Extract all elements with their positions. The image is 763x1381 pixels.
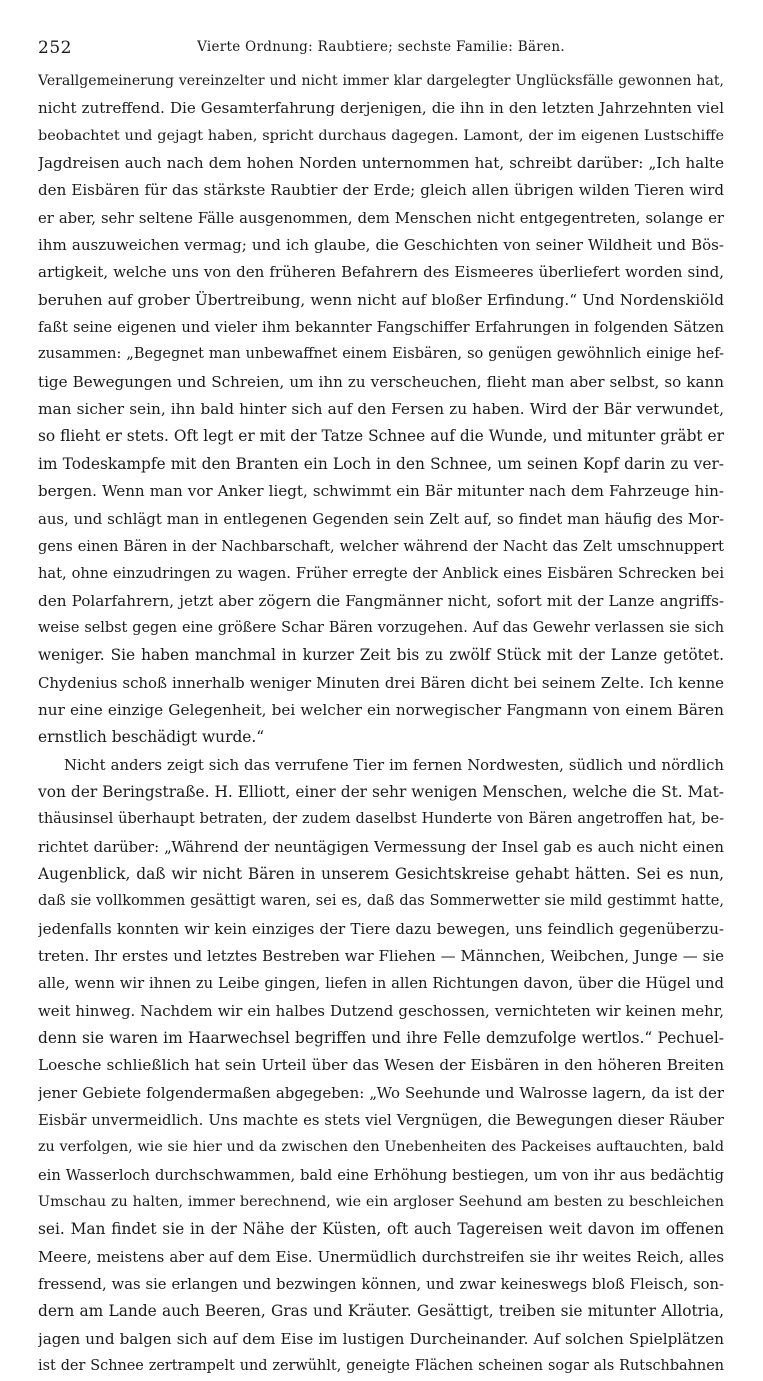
paragraph [38,68,724,752]
text-line: aus, und schlägt man in entlegenen Gegenden sein Zelt auf, so findet man häufig des Mor- [38,509,724,528]
paragraph [38,752,724,1381]
text-line: denn sie waren im Haarwechsel begriffen und ihre Felle demzufolge wertlos.“ Pechuel- [38,1029,724,1048]
text-line: im Todeskampfe mit den Branten ein Loch in den Schnee, um seinen Kopf darin zu ver- [38,454,724,473]
running-header [38,30,724,60]
text-line: zu verfolgen, wie sie hier und da zwischen den Unebenheiten des Packeises auftauchten, bald [38,1139,724,1156]
text-line: jagen und balgen sich auf dem Eise im lustigen Durcheinander. Auf solchen Spielplätzen [38,1329,724,1348]
text-line: beobachtet und gejagt haben, spricht durchaus dagegen. Lamont, der im eigenen Lustschiffe [38,127,724,144]
text-line: faßt seine eigenen und vieler ihm bekannter Fangschiffer Erfahrungen in folgenden Sätzen [38,319,724,337]
text-line: von der Beringstraße. H. Elliott, einer der sehr wenigen Menschen, welche die St. Mat- [38,782,724,801]
text-line: er aber, sehr seltene Fälle ausgenommen, dem Menschen nicht entgegentreten, solange er [38,209,724,227]
text-line: ein Wasserloch durchschwammen, bald eine Erhöhung bestiegen, um von ihr aus bedächtig [38,1166,724,1184]
text-line: Nicht anders zeigt sich das verrufene Tier im fernen Nordwesten, südlich und nördlich [64,755,724,774]
text-line: man sicher sein, ihn bald hinter sich auf den Fersen zu haben. Wird der Bär verwundet, [38,400,724,419]
text-line: alle, wenn wir ihnen zu Leibe gingen, liefen in allen Richtungen davon, über die Hügel und [38,975,724,993]
body-text [38,68,724,1381]
text-line: thäusinsel überhaupt betraten, der zudem daselbst Hunderte von Bären angetroffen hat, be- [38,811,724,828]
text-line: ihm auszuweichen vermag; und ich glaube, die Geschichten von seiner Wildheit und Bös- [38,236,724,255]
text-line: fressend, was sie erlangen und bezwingen können, und zwar keineswegs bloß Fleisch, son- [38,1276,724,1294]
text-line: so flieht er stets. Oft legt er mit der Tatze Schnee auf die Wunde, und mitunter gräbt er [38,427,724,446]
document-page [38,30,724,1381]
text-line: Loesche schließlich hat sein Urteil über das Wesen der Eisbären in den höheren Breiten [38,1056,724,1075]
text-line: nur eine einzige Gelegenheit, bei welcher ein norwegischer Fangmann von einem Bären [38,700,724,719]
text-line: treten. Ihr erstes und letztes Bestreben war Fliehen — Männchen, Weibchen, Junge — sie [38,947,724,965]
text-line: jener Gebiete folgendermaßen abgegeben: „Wo Seehunde und Walrosse lagern, da ist der [38,1083,724,1102]
text-line: sei. Man findet sie in der Nähe der Küsten, oft auch Tagereisen weit davon im offenen [38,1220,724,1239]
text-line: den Polarfahrern, jetzt aber zögern die Fangmänner nicht, sofort mit der Lanze angriffs- [38,591,724,610]
text-line: Chydenius schoß innerhalb weniger Minuten drei Bären dicht bei seinem Zelte. Ich kenne [38,673,724,692]
text-line: beruhen auf grober Übertreibung, wenn nicht auf bloßer Erfindung.“ Und Nordenskiöld [38,290,724,309]
text-line: weise selbst gegen eine größere Schar Bären vorzugehen. Auf das Gewehr verlassen sie sich [38,619,724,636]
page-number: 252 [38,38,72,58]
text-line: Umschau zu halten, immer berechnend, wie ein argloser Seehund am besten zu beschleichen [38,1194,724,1211]
text-line: daß sie vollkommen gesättigt waren, sei es, daß das Sommerwetter sie mild gestimmt hatte, [38,893,724,910]
text-line: artigkeit, welche uns von den früheren Befahrern des Eismeeres überliefert worden sind, [38,263,724,282]
text-line: weit hinweg. Nachdem wir ein halbes Dutzend geschossen, vernichteten wir keinen mehr, [38,1001,724,1020]
text-line: Jagdreisen auch nach dem hohen Norden unternommen hat, schreibt darüber: „Ich halte [38,154,724,173]
text-line: jedenfalls konnten wir kein einziges der Tiere dazu bewegen, uns feindlich gegenüberzu- [38,919,724,938]
text-line: gens einen Bären in der Nachbarschaft, welcher während der Nacht das Zelt umschnuppert [38,537,724,555]
text-line: hat, ohne einzudringen zu wagen. Früher erregte der Anblick eines Eisbären Schrecken bei [38,565,724,583]
text-line: Verallgemeinerung vereinzelter und nicht immer klar dargelegter Unglücksfälle gewonnen hat, [38,73,724,89]
text-line: nicht zutreffend. Die Gesamterfahrung derjenigen, die ihn in den letzten Jahrzehnten viel [38,99,724,118]
running-title: Vierte Ordnung: Raubtiere; sechste Familie: Bären. [197,39,565,55]
text-line: bergen. Wenn man vor Anker liegt, schwimmt ein Bär mitunter nach dem Fahrzeuge hin- [38,482,724,501]
text-line: Meere, meistens aber auf dem Eise. Unermüdlich durchstreifen sie ihr weites Reich, alles [38,1247,724,1266]
text-line: Augenblick, daß wir nicht Bären in unserem Gesichtskreise gehabt hätten. Sei es nun, [38,864,724,883]
text-line: ernstlich beschädigt wurde.“ [38,728,265,747]
text-line: Eisbär unvermeidlich. Uns machte es stets viel Vergnügen, die Bewegungen dieser Räuber [38,1112,724,1130]
text-line: den Eisbären für das stärkste Raubtier der Erde; gleich allen übrigen wilden Tieren wird [38,181,724,200]
text-line: ist der Schnee zertrampelt und zerwühlt, geneigte Flächen scheinen sogar als Rutschbahnen [38,1358,724,1375]
text-line: tige Bewegungen und Schreien, um ihn zu verscheuchen, flieht man aber selbst, so kann [38,372,724,391]
text-line: weniger. Sie haben manchmal in kurzer Zeit bis zu zwölf Stück mit der Lanze getötet. [38,646,724,665]
text-line: dern am Lande auch Beeren, Gras und Kräuter. Gesättigt, treiben sie mitunter Allotria, [38,1302,724,1321]
text-line: richtet darüber: „Während der neuntägigen Vermessung der Insel gab es auch nicht einen [38,837,724,856]
text-line: zusammen: „Begegnet man unbewaffnet einem Eisbären, so genügen gewöhnlich einige hef- [38,346,724,363]
